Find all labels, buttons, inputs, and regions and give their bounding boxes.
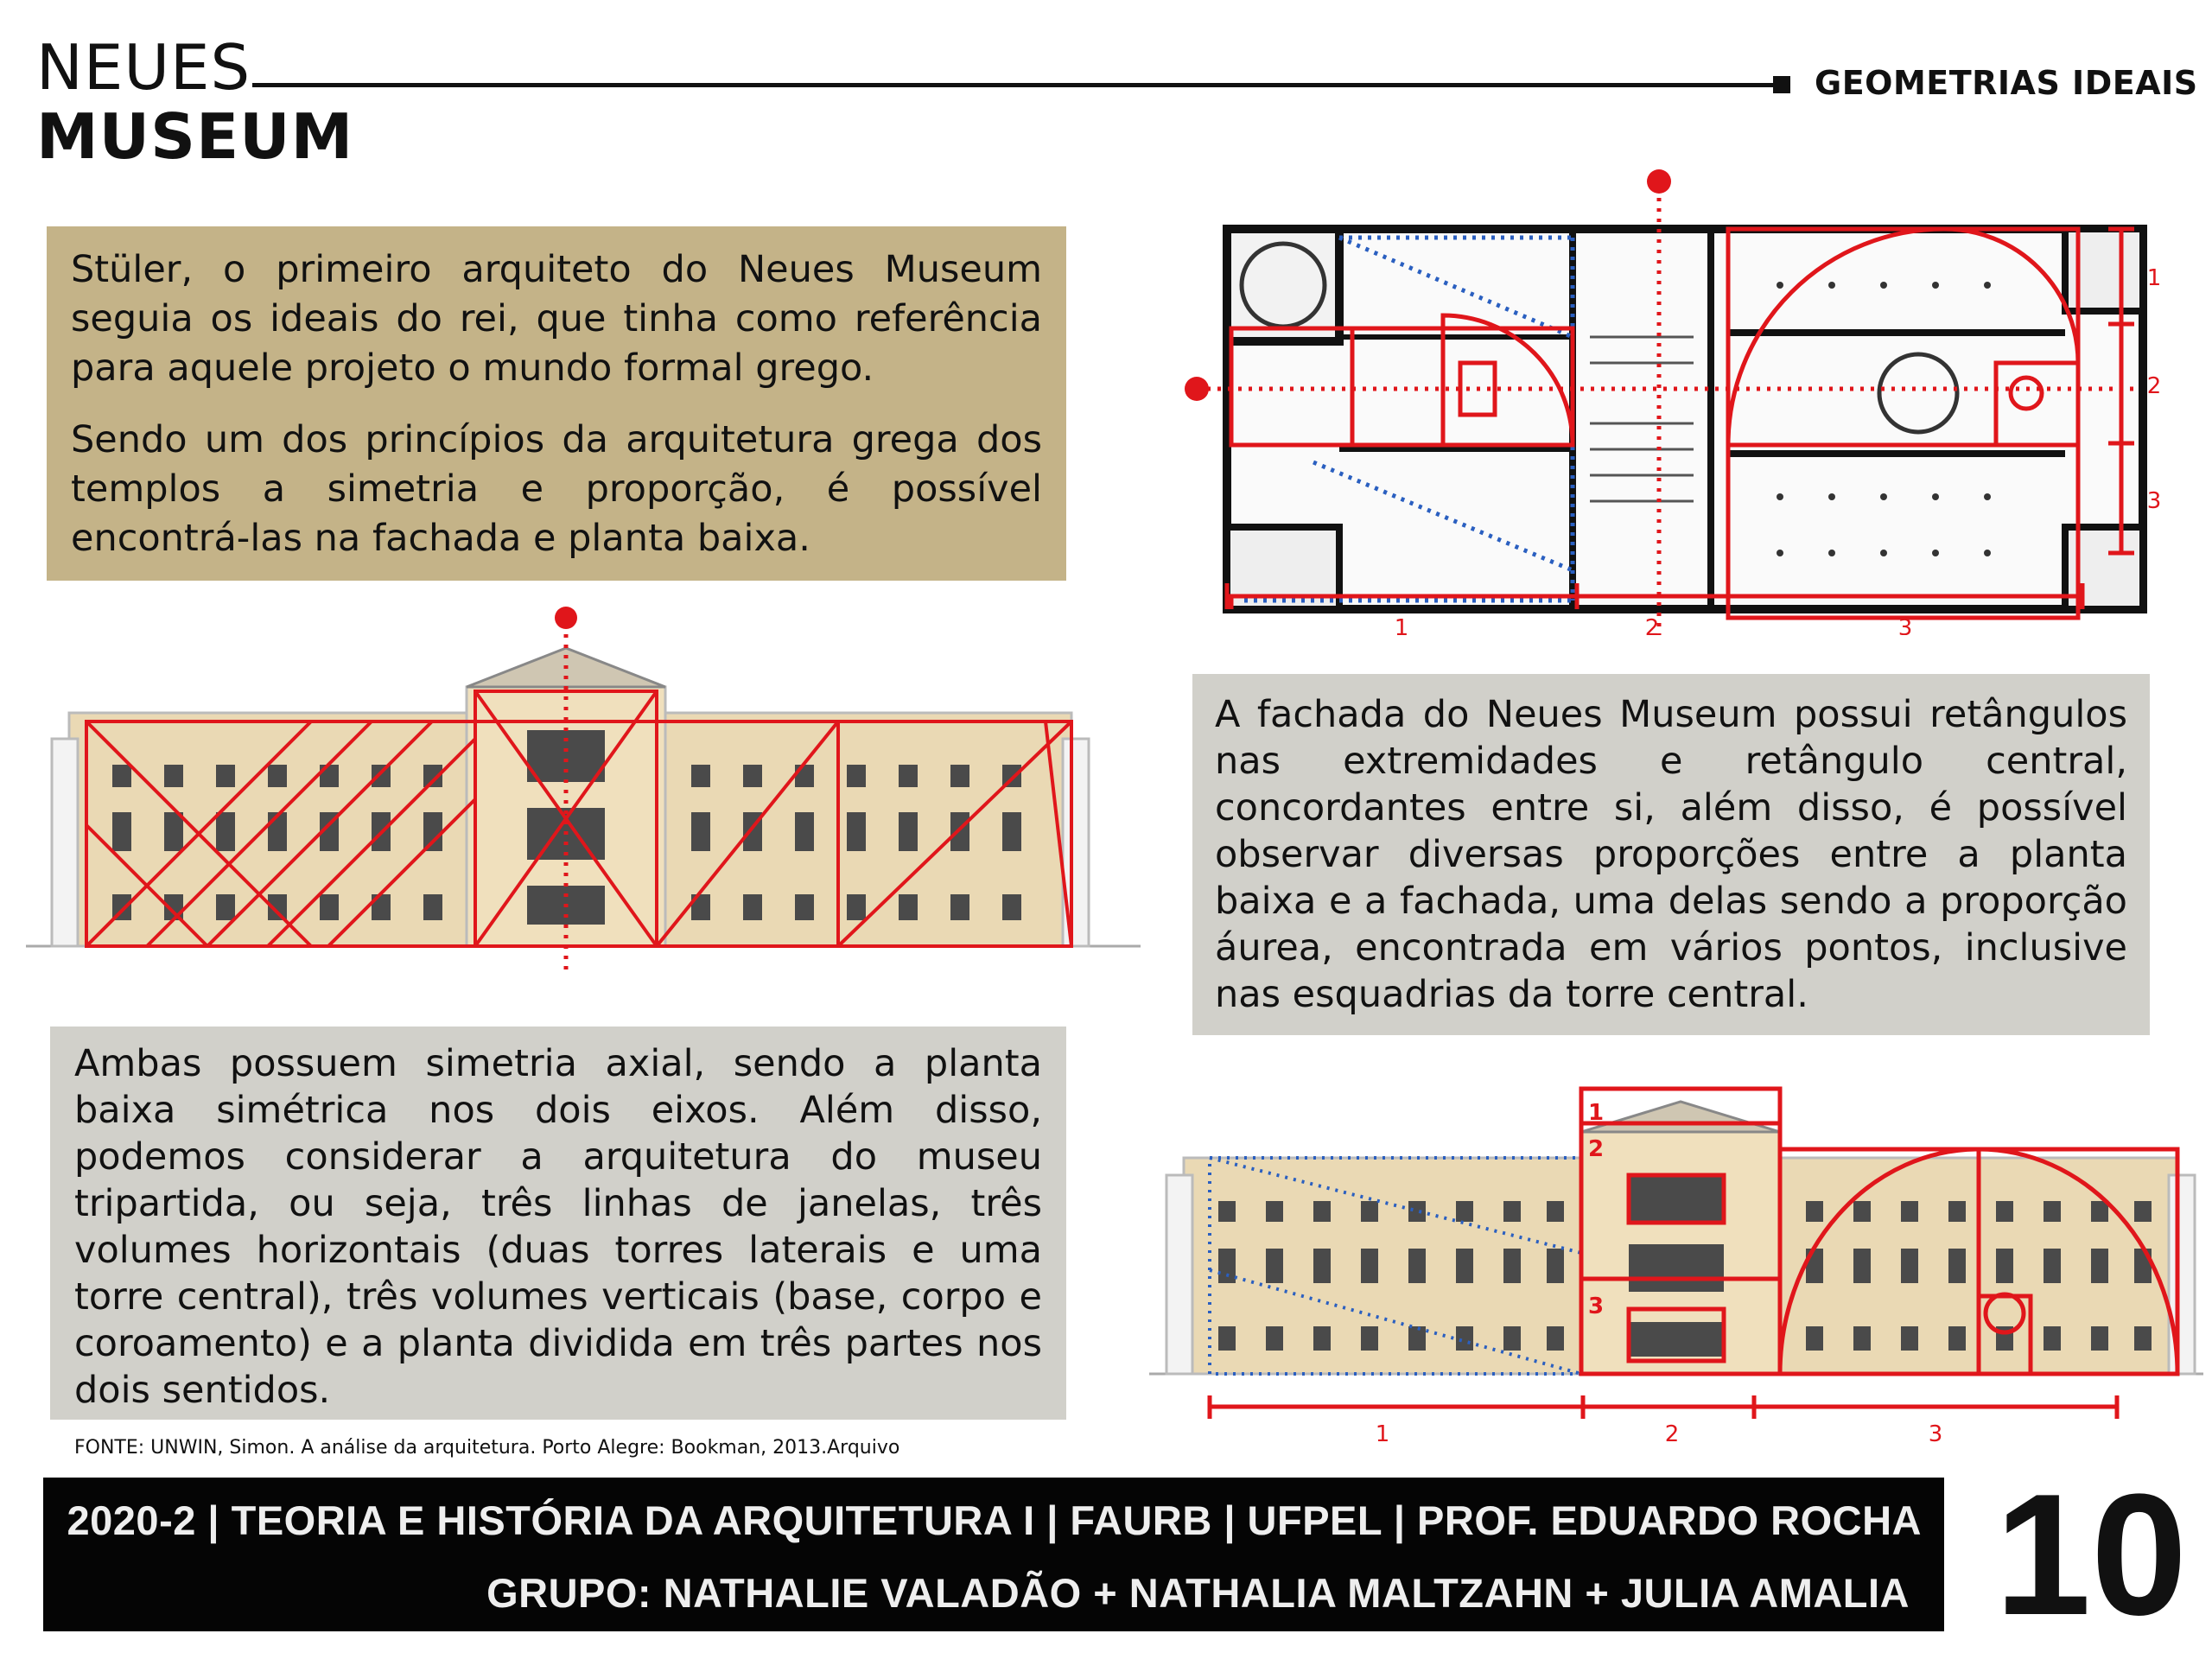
- plan-h-label-1: 1: [1394, 615, 1409, 635]
- floor-plan-drawing: [1227, 229, 2143, 609]
- symmetry-paragraph: Ambas possuem simetria axial, sendo a planta baixa simétrica nos dois eixos. Além disso, podemos considerar a arquitetura do museu tripartida, ou seja, três linhas de janelas, três volumes horizontais (duas torres laterais e uma torre central), três volumes verticais (base, corpo e coroamento) e a planta dividida em três partes nos dois sentidos.: [74, 1042, 1042, 1412]
- plan-v-label-1: 1: [2146, 265, 2162, 291]
- bottom-dimension-bar: [1210, 1395, 2117, 1419]
- bottom-h-label-1: 1: [1375, 1421, 1390, 1443]
- source-citation: FONTE: UNWIN, Simon. A análise da arquitetura. Porto Alegre: Bookman, 2013.Arquivo: [74, 1437, 900, 1459]
- section-label: GEOMETRIAS IDEAIS: [1815, 64, 2198, 102]
- facade-axis-marker: [555, 607, 577, 629]
- intro-paragraph-2: Sendo um dos princípios da arquitetura grega dos templos a simetria e proporção, é possível encontrá-las na fachada e planta baixa.: [71, 418, 1042, 560]
- footer-course-line: 2020-2 | TEORIA E HISTÓRIA DA ARQUITETURA I | FAURB | UFPEL | PROF. EDUARDO ROCHA: [67, 1497, 1922, 1543]
- page-number: 10: [1994, 1459, 2188, 1651]
- footer-bar: [43, 1478, 1944, 1631]
- plan-h-label-3: 3: [1897, 615, 1913, 635]
- intro-text-box: [47, 226, 1066, 581]
- facade-text-box: [1192, 674, 2150, 1035]
- plan-horizontal-dimension-bar: [1210, 566, 2117, 635]
- vertical-axis-marker: [1647, 169, 1671, 194]
- tower-label-2: 2: [1588, 1136, 1605, 1162]
- bottom-h-label-2: 2: [1664, 1421, 1680, 1443]
- tower-label-1: 1: [1588, 1100, 1605, 1126]
- symmetry-text-box: [50, 1027, 1066, 1459]
- footer-group-line: GRUPO: NATHALIE VALADÃO + NATHALIA MALTZAHN + JULIA AMALIA: [486, 1570, 1910, 1616]
- horizontal-axis-marker: [1185, 377, 1209, 401]
- bottom-facade-drawing: [1166, 1102, 2195, 1374]
- plan-v-label-3: 3: [2146, 488, 2162, 514]
- tower-label-3: 3: [1588, 1294, 1605, 1319]
- bottom-h-label-3: 3: [1928, 1421, 1943, 1443]
- plan-v-label-2: 2: [2146, 373, 2162, 399]
- page-title-line1: NEUES: [36, 31, 251, 104]
- page-title-line2: MUSEUM: [36, 100, 354, 173]
- intro-paragraph-1: Stüler, o primeiro arquiteto do Neues Museum seguia os ideais do rei, que tinha como referência para aquele projeto o mundo formal grego.: [71, 248, 1042, 390]
- plan-vertical-dimension-bar: [2095, 220, 2164, 566]
- plan-h-label-2: 2: [1644, 615, 1660, 635]
- facade-golden-ratio-figure: [1149, 1080, 2212, 1443]
- facade-paragraph: A fachada do Neues Museum possui retângulos nas extremidades e retângulo central, concordantes entre si, além disso, é possível observar diversas proporções entre a planta baixa e a fachada, uma delas sendo a proporção áurea, encontrada em vários pontos, inclusive nas esquadrias da torre central.: [1215, 693, 2127, 1016]
- facade-diagonals-figure: [26, 601, 1149, 981]
- header-rule-marker: [1773, 76, 1790, 93]
- header-rule: [252, 83, 1782, 87]
